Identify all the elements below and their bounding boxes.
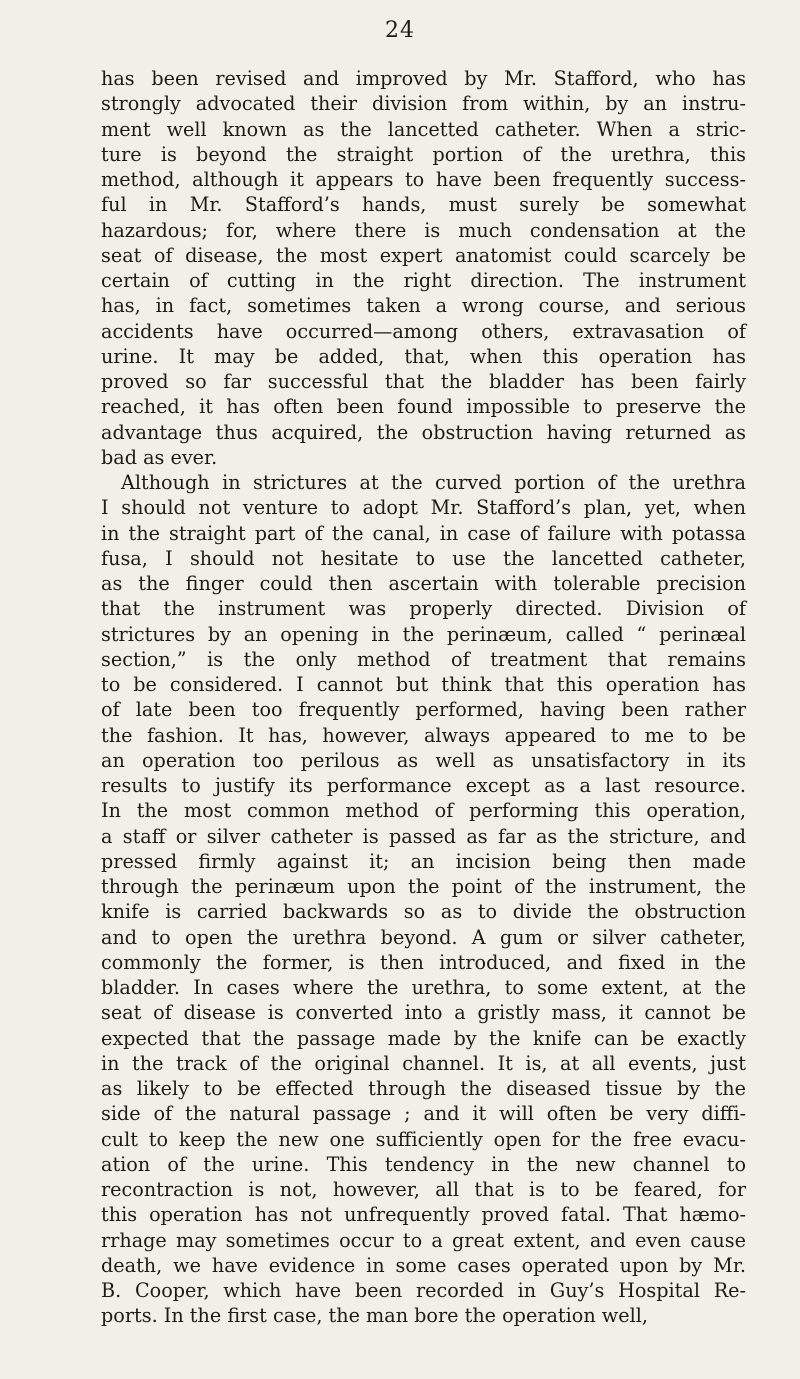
text-line: pressed firmly against it; an incision being then made [101,849,746,873]
text-line: advantage thus acquired, the obstruction having returned as [101,420,746,444]
text-line: bad as ever. [101,445,218,469]
paragraph [101,470,746,1329]
body-text [101,66,746,1329]
text-line: as the finger could then ascertain with tolerable precision [101,572,746,595]
text-line: hazardous; for, where there is much condensation at the [101,218,746,242]
text-line: accidents have occurred—among others, extravasation of [101,319,746,343]
text-line: section,” is the only method of treatment that remains [101,647,746,671]
text-line: Although in strictures at the curved portion of the urethra [121,471,746,494]
text-line: rrhage may sometimes occur to a great extent, and even cause [101,1228,746,1252]
text-line: urine. It may be added, that, when this operation has [101,344,746,368]
text-line: to be considered. I cannot but think that this operation has [101,673,746,696]
text-line: that the instrument was properly directed. Division of [101,597,746,621]
text-line: I should not venture to adopt Mr. Stafford’s plan, yet, when [101,496,746,520]
text-line: has, in fact, sometimes taken a wrong course, and serious [101,294,746,318]
text-line: seat of disease is converted into a gristly mass, it cannot be [101,1001,746,1025]
text-line: through the perinæum upon the point of the instrument, the [101,875,746,898]
text-line: ture is beyond the straight portion of the urethra, this [101,142,746,166]
text-line: a staff or silver catheter is passed as far as the stricture, and [101,824,746,848]
text-line: side of the natural passage ; and it will often be very diffi- [101,1102,746,1126]
text-line: of late been too frequently performed, having been rather [101,698,746,722]
text-line: has been revised and improved by Mr. Stafford, who has [101,67,746,90]
text-line: ment well known as the lancetted catheter. When a stric- [101,117,746,141]
text-line: proved so far successful that the bladder has been fairly [101,370,746,393]
text-line: commonly the former, is then introduced, and fixed in the [101,950,746,974]
text-line: strictures by an opening in the perinæum, called “ perinæal [101,622,746,646]
text-line: this operation has not unfrequently proved fatal. That hæmo- [101,1203,746,1227]
text-line: the fashion. It has, however, always appeared to me to be [101,723,746,747]
text-line: ful in Mr. Stafford’s hands, must surely be somewhat [101,193,746,217]
text-line: death, we have evidence in some cases operated upon by Mr. [101,1253,746,1277]
text-line: recontraction is not, however, all that is to be feared, for [101,1178,746,1201]
text-line: B. Cooper, which have been recorded in Guy’s Hospital Re- [101,1279,746,1302]
text-line: method, although it appears to have been frequently success- [101,168,746,191]
text-line: reached, it has often been found impossible to preserve the [101,395,746,419]
text-line: and to open the urethra beyond. A gum or silver catheter, [101,925,746,949]
text-line: certain of cutting in the right direction. The instrument [101,269,746,292]
text-line: results to justify its performance except as a last resource. [101,774,746,797]
text-line: ation of the urine. This tendency in the new channel to [101,1152,746,1176]
text-line: cult to keep the new one sufficiently open for the free evacu- [101,1127,746,1151]
text-line: bladder. In cases where the urethra, to some extent, at the [101,976,746,999]
text-line: In the most common method of performing this operation, [101,799,746,823]
text-line: knife is carried backwards so as to divide the obstruction [101,900,746,924]
text-line: fusa, I should not hesitate to use the lancetted catheter, [101,546,746,570]
text-line: seat of disease, the most expert anatomist could scarcely be [101,243,746,267]
text-line: expected that the passage made by the knife can be exactly [101,1026,746,1050]
text-line: strongly advocated their division from within, by an instru- [101,92,746,116]
text-line: an operation too perilous as well as unsatisfactory in its [101,748,746,772]
text-line: as likely to be effected through the diseased tissue by the [101,1077,746,1100]
page-number: 24 [385,18,415,43]
paragraph [101,66,746,470]
text-line: in the straight part of the canal, in case of failure with potassa [101,521,746,545]
text-line: in the track of the original channel. It is, at all events, just [101,1051,746,1075]
text-line: ports. In the first case, the man bore the operation well, [101,1304,648,1328]
